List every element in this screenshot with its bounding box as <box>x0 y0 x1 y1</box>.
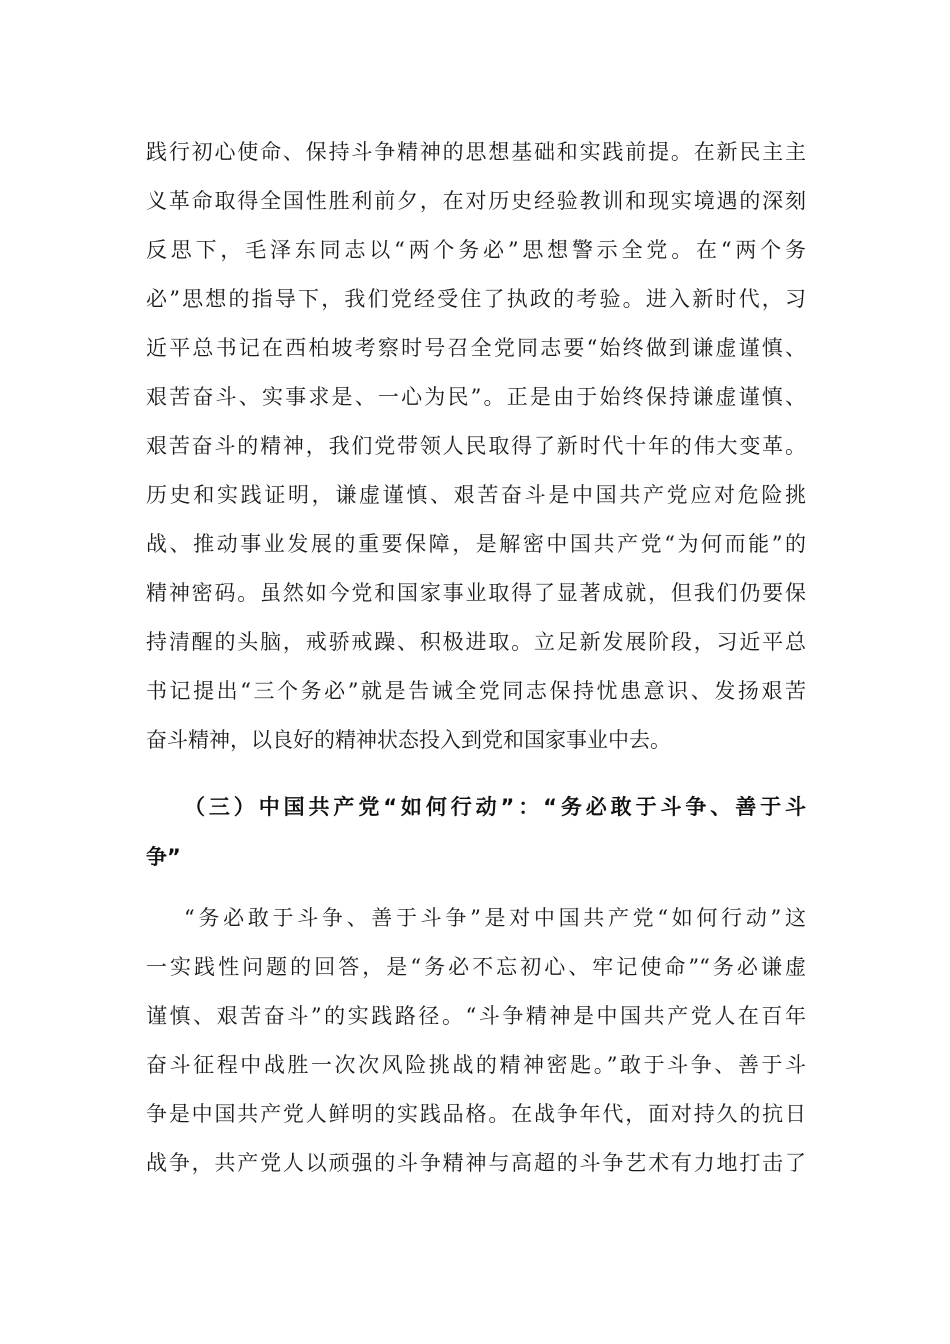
paragraph-line: 反思下，毛泽东同志以“两个务必”思想警示全党。在“两个务 <box>146 238 806 262</box>
paragraph-line: 谨慎、艰苦奋斗”的实践路径。“斗争精神是中国共产党人在百年 <box>146 1004 806 1028</box>
paragraph-line: 必”思想的指导下，我们党经受住了执政的考验。进入新时代，习 <box>146 287 806 311</box>
paragraph-line: 历史和实践证明，谦虚谨慎、艰苦奋斗是中国共产党应对危险挑 <box>146 483 806 507</box>
paragraph-line: 争是中国共产党人鲜明的实践品格。在战争年代，面对持久的抗日 <box>146 1102 806 1126</box>
paragraph-line: 书记提出“三个务必”就是告诫全党同志保持忧患意识、发扬艰苦 <box>146 679 806 703</box>
section-heading-line: （三）中国共产党“如何行动”：“务必敢于斗争、善于斗 <box>184 795 806 819</box>
paragraph-line: 践行初心使命、保持斗争精神的思想基础和实践前提。在新民主主 <box>146 140 806 164</box>
paragraph-line: 战、推动事业发展的重要保障，是解密中国共产党“为何而能”的 <box>146 532 806 556</box>
paragraph-line: 义革命取得全国性胜利前夕，在对历史经验教训和现实境遇的深刻 <box>146 189 806 213</box>
paragraph-line: 艰苦奋斗的精神，我们党带领人民取得了新时代十年的伟大变革。 <box>146 434 806 458</box>
paragraph-line: 一实践性问题的回答，是“务必不忘初心、牢记使命”“务必谦虚 <box>146 955 806 979</box>
paragraph-line: 持清醒的头脑，戒骄戒躁、积极进取。立足新发展阶段，习近平总 <box>146 630 806 654</box>
paragraph-line: 战争，共产党人以顽强的斗争精神与高超的斗争艺术有力地打击了 <box>146 1151 806 1175</box>
paragraph-line: 精神密码。虽然如今党和国家事业取得了显著成就，但我们仍要保 <box>146 581 806 605</box>
paragraph-line: 奋斗精神，以良好的精神状态投入到党和国家事业中去。 <box>146 728 671 752</box>
paragraph-line: 艰苦奋斗、实事求是、一心为民”。正是由于始终保持谦虚谨慎、 <box>146 385 806 409</box>
section-heading-line: 争” <box>146 845 181 869</box>
paragraph-line: “务必敢于斗争、善于斗争”是对中国共产党“如何行动”这 <box>184 906 806 930</box>
paragraph-line: 近平总书记在西柏坡考察时号召全党同志要“始终做到谦虚谨慎、 <box>146 336 806 360</box>
paragraph-line: 奋斗征程中战胜一次次风险挑战的精神密匙。”敢于斗争、善于斗 <box>146 1053 806 1077</box>
